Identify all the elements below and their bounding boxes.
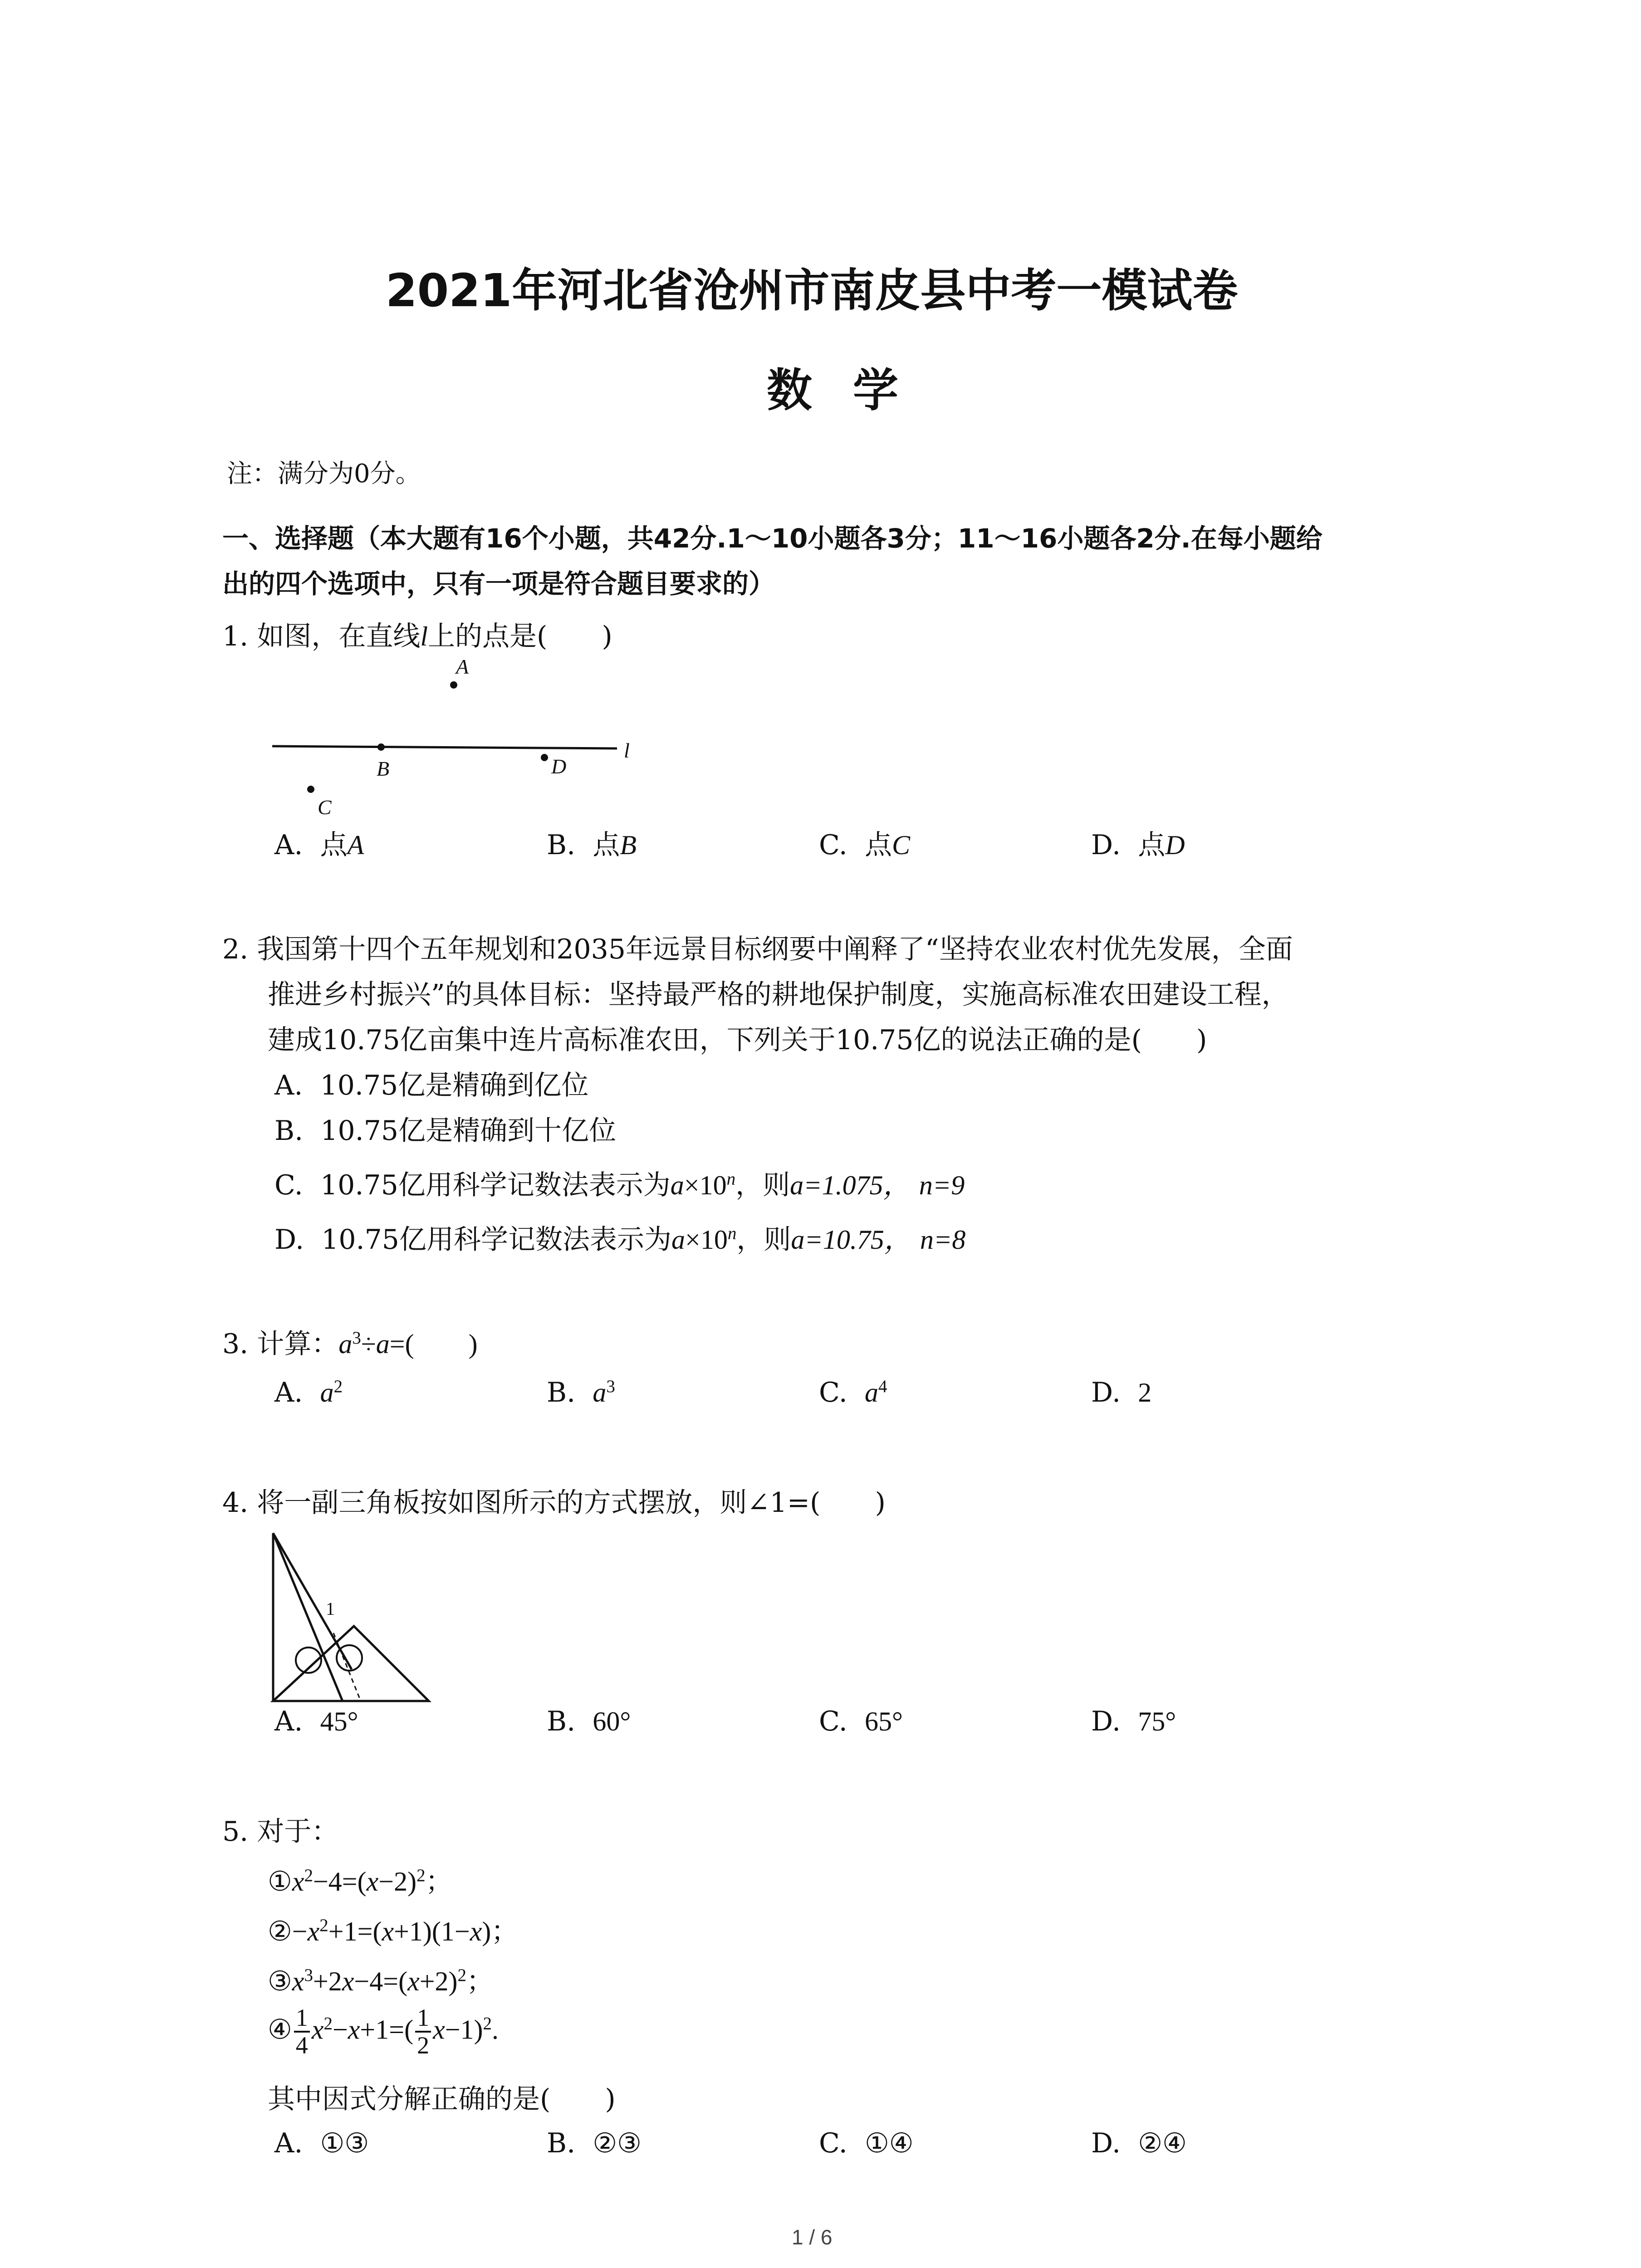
label-a: A xyxy=(456,655,469,678)
question-number: 3. xyxy=(222,1328,249,1360)
line-l xyxy=(272,746,617,748)
label-d: D xyxy=(551,755,567,778)
q2-option-a[interactable]: A. 10.75亿是精确到亿位 xyxy=(274,1070,589,1101)
point-a xyxy=(450,681,457,689)
question-5-stem: 5. 对于： xyxy=(222,1816,339,1848)
line-variable: l xyxy=(420,621,428,651)
angle-1-label: 1 xyxy=(326,1598,335,1619)
q3-option-b[interactable]: B. $a^3$ xyxy=(547,1377,615,1408)
q1-option-a[interactable]: A. 点A xyxy=(274,829,364,861)
q5-item-4: ④ $\frac{1}{4}$ $x^2-x+1=$( $\frac{1}{2}$ x−1)$^2$. xyxy=(268,2004,499,2059)
q4-option-b[interactable]: B. 60° xyxy=(547,1706,631,1737)
question-number: 1. xyxy=(222,621,249,652)
q2-option-d[interactable]: D. 10.75亿用科学记数法表示为$a\times 10^n$，则a=10.75， n=8 xyxy=(274,1224,966,1256)
q3-option-c[interactable]: C. $a^4$ xyxy=(819,1377,887,1408)
q5-option-a[interactable]: A. ①③ xyxy=(274,2127,369,2159)
q1-option-b[interactable]: B. 点B xyxy=(547,829,637,861)
point-c xyxy=(307,786,314,793)
question-number: 2. xyxy=(222,934,249,965)
section-heading-line2: 出的四个选项中，只有一项是符合题目要求的） xyxy=(222,568,775,599)
question-number: 4. xyxy=(222,1487,249,1519)
question-4-figure xyxy=(254,1524,445,1715)
q5-option-d[interactable]: D. ②④ xyxy=(1091,2127,1187,2159)
question-1-stem xyxy=(222,615,612,654)
exam-title: 2021年河北省沧州市南皮县中考一模试卷 xyxy=(386,264,1238,317)
q1-option-c[interactable]: C. 点C xyxy=(819,829,911,861)
q5-item-1: $①x^2-4=(x-2)^2$； xyxy=(268,1866,453,1897)
question-2-line1: 2. 我国第十四个五年规划和2035年远景目标纲要中阐释了“坚持农业农村优先发展，全面 xyxy=(222,934,1293,965)
page-number: 1 / 6 xyxy=(792,2225,833,2249)
q4-option-a[interactable]: A. 45° xyxy=(274,1706,358,1737)
label-l: l xyxy=(624,739,630,762)
q5-option-b[interactable]: B. ②③ xyxy=(547,2127,642,2159)
q4-option-c[interactable]: C. 65° xyxy=(819,1706,903,1737)
q2-option-b[interactable]: B. 10.75亿是精确到十亿位 xyxy=(274,1115,617,1147)
question-4-stem: 4. 将一副三角板按如图所示的方式摆放，则∠1=( ) xyxy=(222,1487,886,1519)
q2-option-c[interactable]: C. 10.75亿用科学记数法表示为$a\times 10^n$，则a=1.075， n=9 xyxy=(274,1169,965,1201)
subject-title: 数学 xyxy=(767,364,939,417)
q5-question: 其中因式分解正确的是( ) xyxy=(268,2083,616,2115)
question-1-figure xyxy=(254,649,662,821)
point-b xyxy=(377,743,385,751)
point-d xyxy=(541,754,548,761)
q5-item-2: $②-x^2+1=(x+1)(1-x)$； xyxy=(268,1916,519,1947)
question-2-line3: 建成10.75亿亩集中连片高标准农田，下列关于10.75亿的说法正确的是( ) xyxy=(268,1024,1207,1056)
q5-item-3: $③x^3+2x-4=(x+2)^2$； xyxy=(268,1965,494,1997)
question-number: 5. xyxy=(222,1816,249,1848)
q5-option-c[interactable]: C. ①④ xyxy=(819,2127,914,2159)
question-3-stem: 3. 计算：$a^3\div a=$( ) xyxy=(222,1328,478,1360)
score-note: 注：满分为0分。 xyxy=(227,459,421,489)
stem-text: 如图，在直线 xyxy=(257,621,421,652)
label-b: B xyxy=(377,757,390,780)
stem-text: 上的点是( ) xyxy=(428,621,612,652)
q3-option-a[interactable]: A. $a^2$ xyxy=(274,1377,343,1408)
section-heading-line1: 一、选择题（本大题有16个小题，共42分.1～10小题各3分；11～16小题各2分.在每小题给 xyxy=(222,523,1323,554)
q3-option-d[interactable]: D. 2 xyxy=(1091,1377,1152,1408)
question-2-line2: 推进乡村振兴”的具体目标：坚持最严格的耕地保护制度，实施高标准农田建设工程， xyxy=(268,979,1289,1011)
q1-option-d[interactable]: D. 点D xyxy=(1091,829,1185,861)
q4-option-d[interactable]: D. 75° xyxy=(1091,1706,1176,1737)
label-c: C xyxy=(318,796,332,819)
